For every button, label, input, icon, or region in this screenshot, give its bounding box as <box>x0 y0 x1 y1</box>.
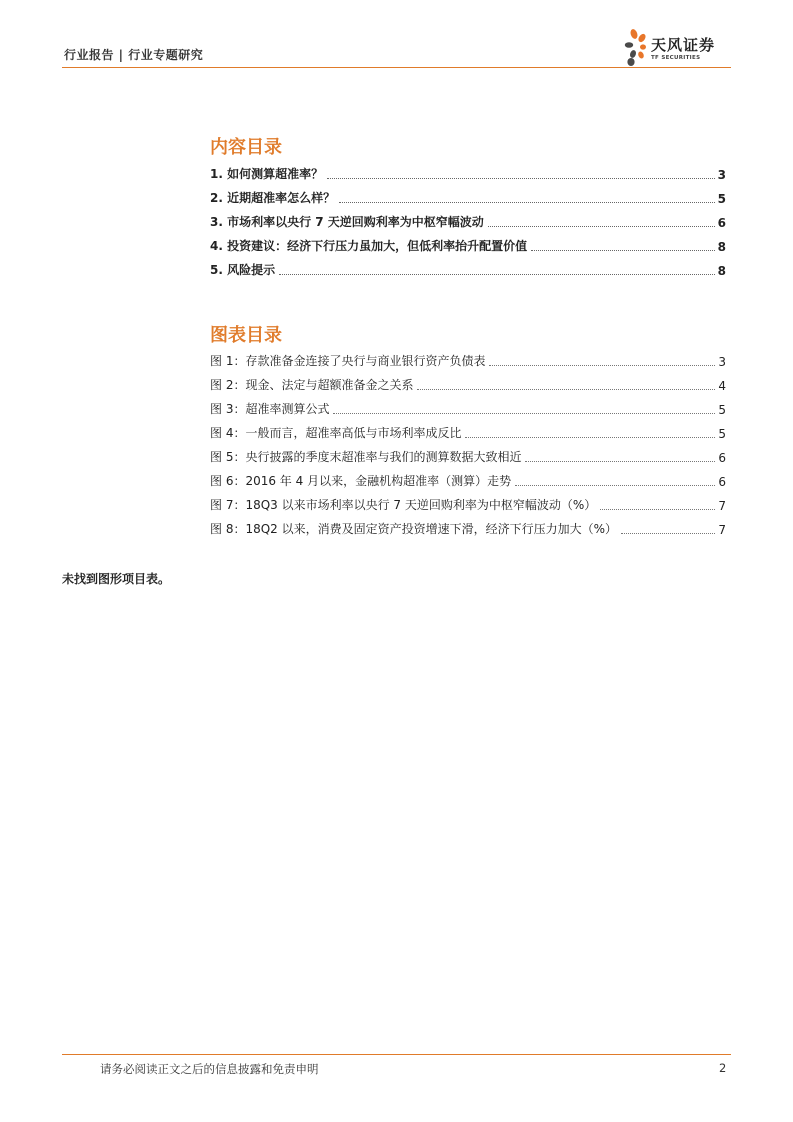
figure-item[interactable] <box>210 377 726 393</box>
figure-item-page: 4 <box>718 379 726 393</box>
toc-leader-dots <box>600 508 715 510</box>
toc-leader-dots <box>488 225 715 227</box>
figure-item[interactable] <box>210 449 726 465</box>
page-number: 2 <box>719 1061 727 1075</box>
toc-item-label: 2. 近期超准率怎么样？ <box>210 191 336 205</box>
toc-item-page: 8 <box>717 264 726 278</box>
figure-item-page: 7 <box>718 523 726 537</box>
toc-item[interactable] <box>210 262 726 278</box>
toc-item-page: 8 <box>717 240 726 254</box>
figures-title: 图表目录 <box>210 325 282 346</box>
toc-leader-dots <box>333 412 715 414</box>
toc-leader-dots <box>531 249 715 251</box>
toc-leader-dots <box>339 201 715 203</box>
toc-leader-dots <box>621 532 715 534</box>
figure-item-page: 6 <box>718 451 726 465</box>
figure-item-label: 图 3：超准率测算公式 <box>210 402 330 416</box>
toc-item-label: 1. 如何测算超准率？ <box>210 167 324 181</box>
toc-item[interactable] <box>210 190 726 206</box>
figure-item-label: 图 8：18Q2 以来，消费及固定资产投资增速下滑，经济下行压力加大（%） <box>210 522 618 536</box>
logo-english-name: TF SECURITIES <box>651 55 701 61</box>
figure-item-label: 图 4：一般而言，超准率高低与市场利率成反比 <box>210 426 462 440</box>
logo-chinese-name: 天风证券 <box>651 36 716 54</box>
figure-item-label: 图 5：央行披露的季度末超准率与我们的测算数据大致相近 <box>210 450 522 464</box>
no-figure-list-note: 未找到图形项目表。 <box>62 572 171 586</box>
toc-item[interactable] <box>210 166 726 182</box>
figure-item[interactable] <box>210 473 726 489</box>
figure-item-label: 图 1：存款准备金连接了央行与商业银行资产负债表 <box>210 354 486 368</box>
toc-item-label: 4. 投资建议：经济下行压力虽加大，但低利率抬升配置价值 <box>210 239 528 253</box>
toc-item-page: 5 <box>717 192 726 206</box>
report-category: 行业报告 | 行业专题研究 <box>64 48 204 62</box>
figure-item-page: 7 <box>718 499 726 513</box>
toc-leader-dots <box>489 364 715 366</box>
toc-item-page: 6 <box>717 216 726 230</box>
toc-leader-dots <box>279 273 715 275</box>
toc-leader-dots <box>515 484 715 486</box>
figure-item[interactable] <box>210 353 726 369</box>
toc-leader-dots <box>417 388 715 390</box>
figure-item[interactable] <box>210 521 726 537</box>
toc-item[interactable] <box>210 238 726 254</box>
header-divider <box>62 67 731 68</box>
footer-divider <box>62 1054 731 1055</box>
toc-leader-dots <box>465 436 715 438</box>
logo-flower-icon <box>623 24 651 68</box>
toc-leader-dots <box>525 460 715 462</box>
figure-item-page: 5 <box>718 427 726 441</box>
figure-item[interactable] <box>210 401 726 417</box>
toc-item[interactable] <box>210 214 726 230</box>
figure-item-page: 5 <box>718 403 726 417</box>
figure-item-label: 图 6：2016 年 4 月以来，金融机构超准率（测算）走势 <box>210 474 512 488</box>
toc-leader-dots <box>327 177 715 179</box>
toc-item-label: 3. 市场利率以央行 7 天逆回购利率为中枢窄幅波动 <box>210 215 484 229</box>
figure-item-page: 3 <box>718 355 726 369</box>
company-logo <box>623 24 735 68</box>
figure-item[interactable] <box>210 497 726 513</box>
toc-item-page: 3 <box>717 168 726 182</box>
figure-item-label: 图 7：18Q3 以来市场利率以央行 7 天逆回购利率为中枢窄幅波动（%） <box>210 498 597 512</box>
contents-title: 内容目录 <box>210 137 282 158</box>
footer-disclaimer: 请务必阅读正文之后的信息披露和免责申明 <box>100 1062 319 1076</box>
figure-item-page: 6 <box>718 475 726 489</box>
toc-item-label: 5. 风险提示 <box>210 263 276 277</box>
figure-item-label: 图 2：现金、法定与超额准备金之关系 <box>210 378 414 392</box>
figure-item[interactable] <box>210 425 726 441</box>
